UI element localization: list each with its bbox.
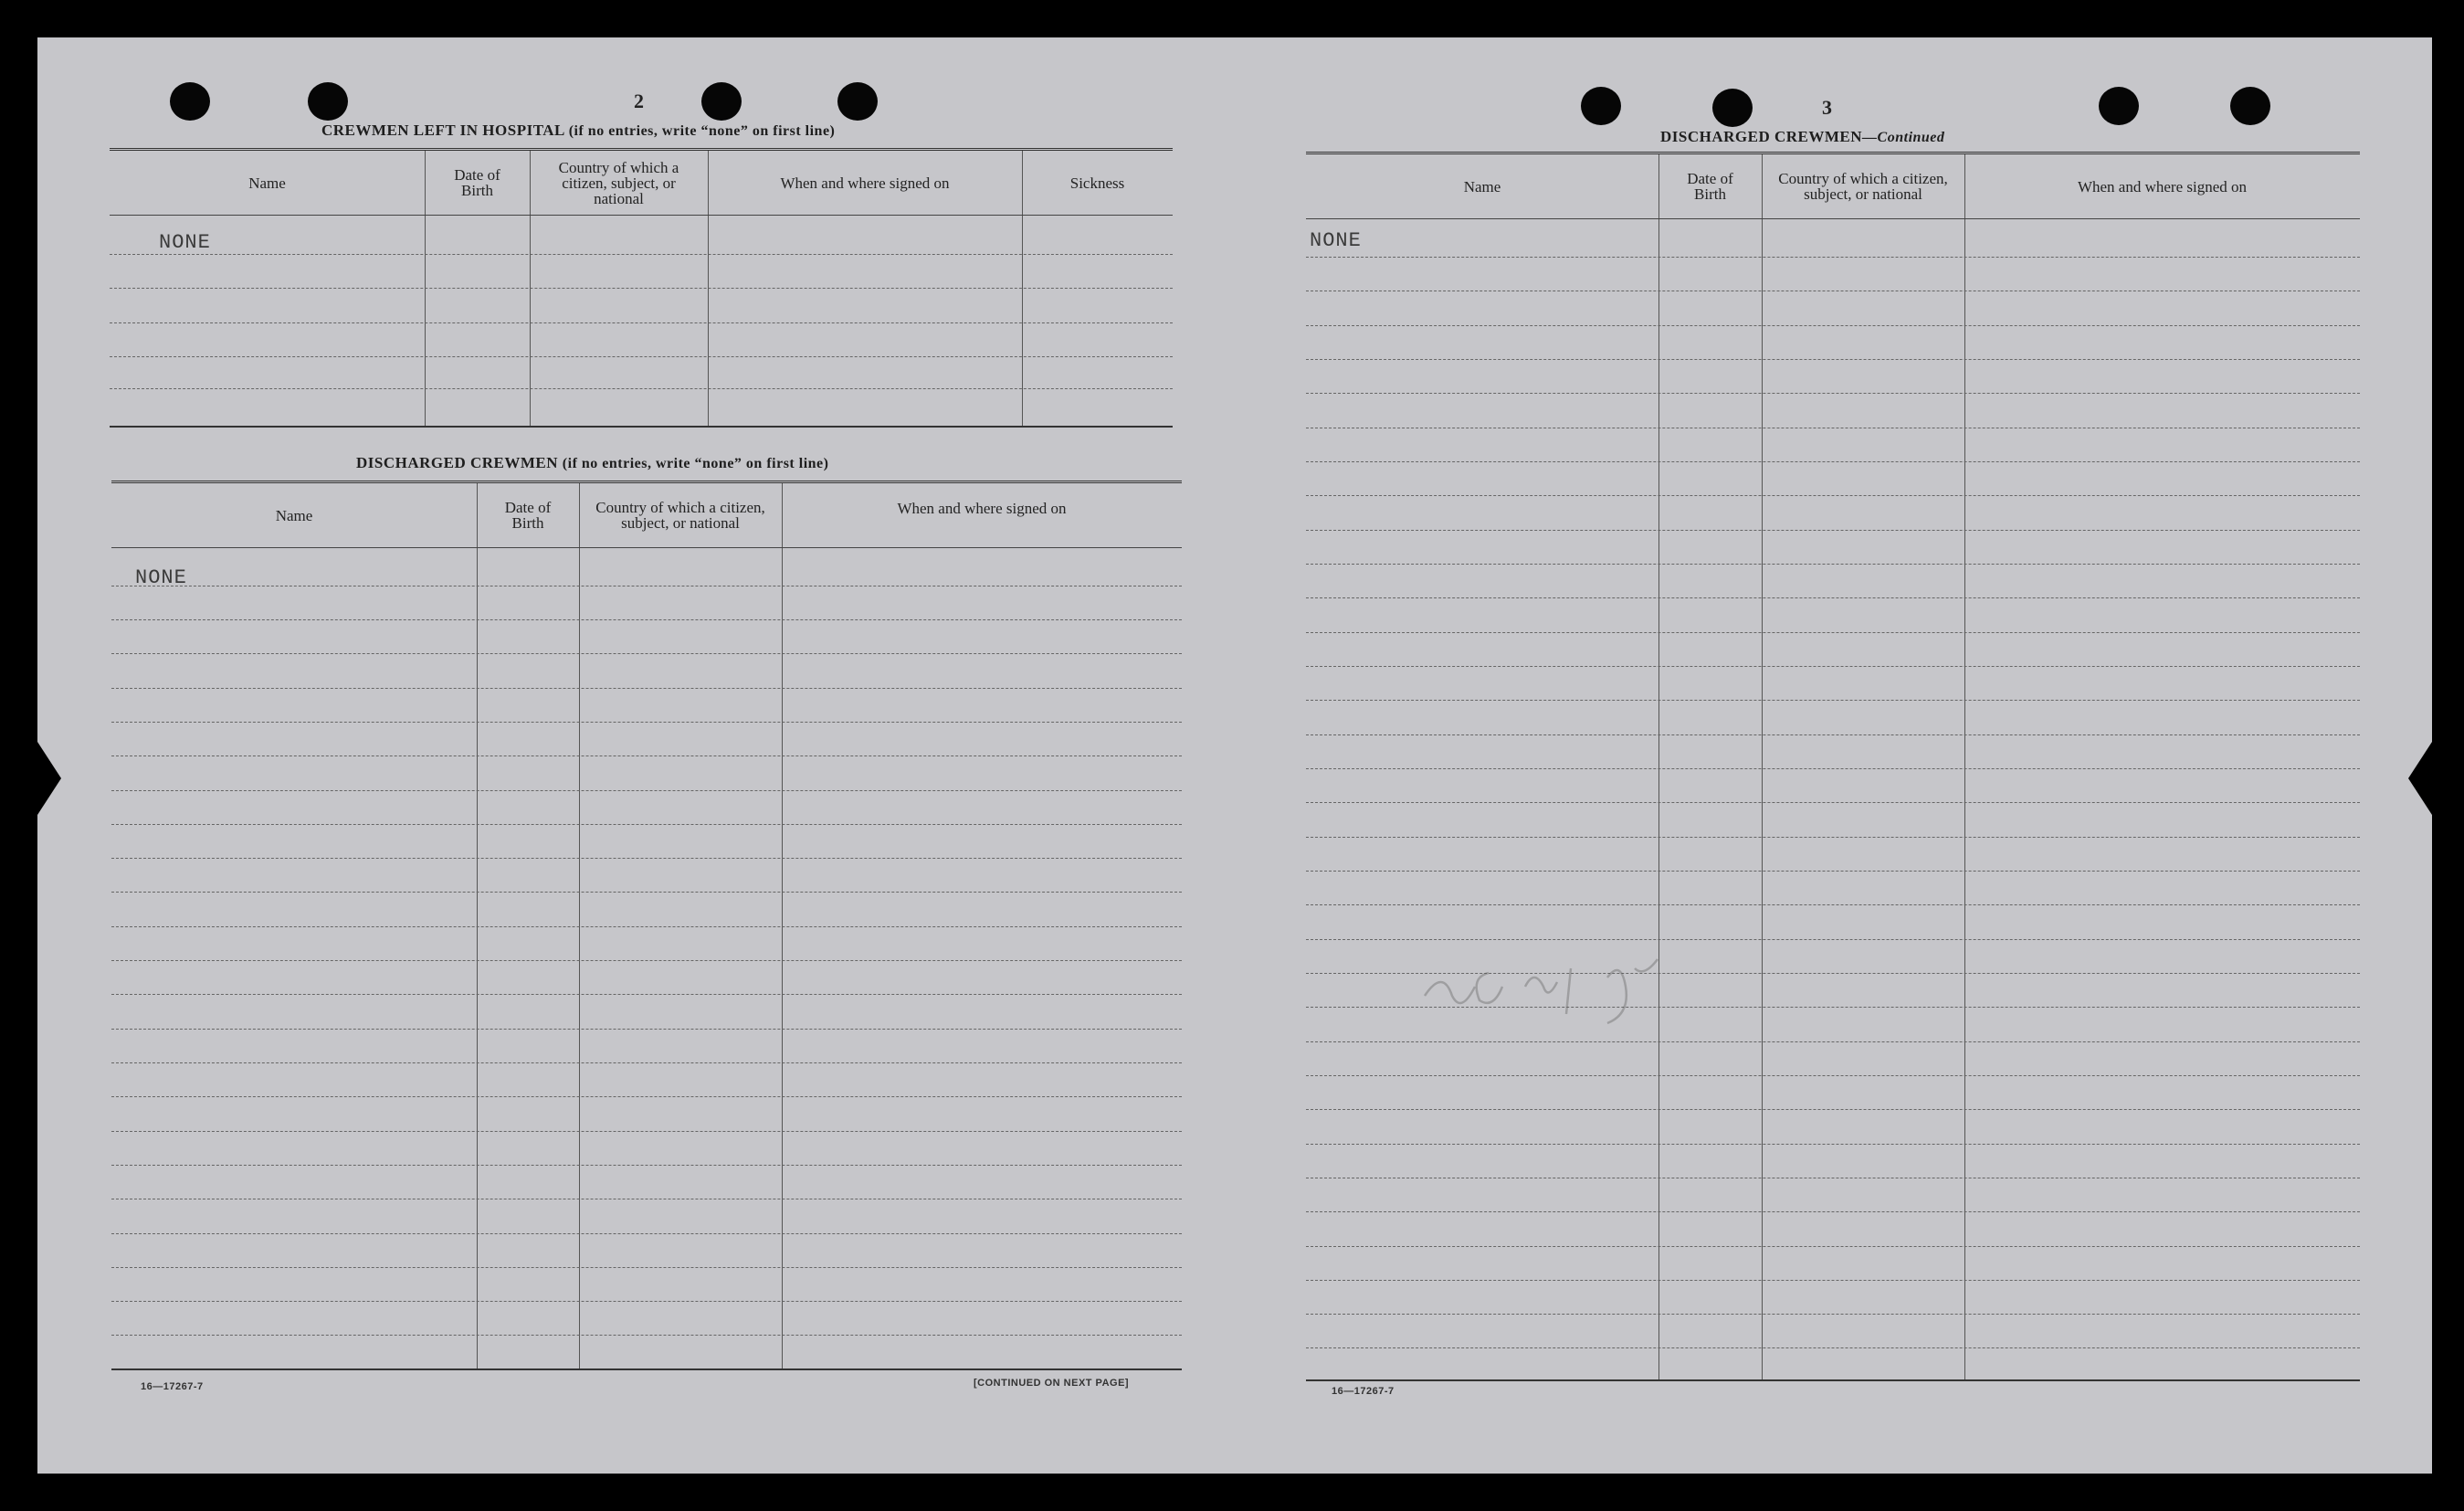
form-number: 16—17267-7 [1332, 1386, 1395, 1397]
table-row [111, 1301, 1182, 1302]
discharged-section-title [356, 454, 828, 472]
table-row [111, 1165, 1182, 1166]
table-row [110, 388, 1173, 389]
discharged-table-continued [1306, 152, 2360, 1381]
punch-hole [2099, 87, 2139, 125]
table-row [1306, 666, 2360, 667]
table-row [1306, 700, 2360, 701]
table-row [111, 1335, 1182, 1336]
table-row [1306, 393, 2360, 394]
table-row [1306, 871, 2360, 872]
table-row [1306, 1041, 2360, 1042]
table-row [1306, 734, 2360, 735]
table-row [111, 619, 1182, 620]
punch-hole [2230, 87, 2270, 125]
table-row [111, 960, 1182, 961]
table-row [1306, 1280, 2360, 1281]
table-row [1306, 904, 2360, 905]
continued-label: —Continued [1862, 130, 1945, 145]
table-row [1306, 802, 2360, 803]
faint-signature-mark [1416, 932, 1671, 1032]
table-row [110, 254, 1173, 255]
table-row [111, 1267, 1182, 1268]
continued-note: [CONTINUED ON NEXT PAGE] [974, 1378, 1130, 1389]
section-title-text: DISCHARGED CREWMEN [356, 454, 559, 471]
table-row [1306, 1075, 2360, 1076]
column-header-signed-on: When and where signed on [897, 499, 1067, 517]
column-header-name: Name [248, 174, 286, 192]
table-row [1306, 837, 2360, 838]
punch-hole [1712, 89, 1753, 127]
column-header-date-of-birth: Date of Birth [1687, 170, 1733, 203]
table-row [110, 322, 1173, 323]
table-row [110, 288, 1173, 289]
table-row [1306, 1246, 2360, 1247]
column-header-date-of-birth: Date of Birth [504, 499, 552, 532]
column-header-country: Country of which a citizen, subject, or national [595, 499, 765, 532]
table-row [111, 892, 1182, 893]
discharged-table [111, 481, 1182, 1370]
page-number: 2 [634, 90, 644, 112]
table-row [1306, 632, 2360, 633]
table-row [1306, 359, 2360, 360]
table-row [1306, 1109, 2360, 1110]
column-header-name: Name [1463, 177, 1501, 195]
table-row [1306, 1347, 2360, 1348]
discharged-continued-first-entry: NONE [1310, 229, 1362, 252]
section-note: (if no entries, write “none” on first line) [568, 123, 836, 139]
section-title-text: CREWMEN LEFT IN HOSPITAL [321, 122, 564, 139]
table-row [1306, 325, 2360, 326]
column-header-signed-on: When and where signed on [780, 174, 950, 192]
section-note: (if no entries, write “none” on first line) [562, 456, 829, 471]
discharged-continued-title [1660, 128, 1944, 146]
punch-hole [308, 82, 348, 121]
column-header-country: Country of which a citizen, subject, or national [1778, 170, 1948, 203]
table-row [111, 722, 1182, 723]
table-row [111, 1029, 1182, 1030]
table-row [1306, 564, 2360, 565]
table-row [111, 1131, 1182, 1132]
punch-hole [837, 82, 878, 121]
table-column-divider [1762, 154, 1763, 1379]
table-row [1306, 1314, 2360, 1315]
punch-hole [1581, 87, 1621, 125]
table-row [111, 688, 1182, 689]
table-row [111, 824, 1182, 825]
table-row [110, 356, 1173, 357]
column-header-sickness: Sickness [1069, 174, 1125, 192]
table-row [1306, 257, 2360, 258]
table-row [1306, 768, 2360, 769]
hospital-first-entry: NONE [159, 231, 211, 254]
table-row [111, 926, 1182, 927]
column-header-name: Name [275, 506, 313, 524]
column-header-country: Country of which a citizen, subject, or national [558, 158, 679, 207]
table-row [111, 1233, 1182, 1234]
table-row [1306, 495, 2360, 496]
discharged-first-entry: NONE [135, 566, 187, 589]
table-column-divider [1964, 154, 1965, 1379]
table-row [111, 653, 1182, 654]
table-row [111, 790, 1182, 791]
column-header-date-of-birth: Date of Birth [454, 166, 500, 199]
punch-hole [701, 82, 742, 121]
table-column-divider [1658, 154, 1659, 1379]
table-row [111, 1096, 1182, 1097]
table-row [1306, 461, 2360, 462]
table-row [1306, 1211, 2360, 1212]
section-title-text: DISCHARGED CREWMEN [1660, 128, 1863, 145]
table-row [1306, 597, 2360, 598]
column-header-signed-on: When and where signed on [2077, 177, 2248, 195]
table-row [111, 858, 1182, 859]
table-row [111, 994, 1182, 995]
page-number: 3 [1822, 96, 1832, 119]
hospital-table [110, 148, 1173, 428]
form-number: 16—17267-7 [141, 1381, 204, 1392]
table-row [111, 1062, 1182, 1063]
table-row [1306, 530, 2360, 531]
punch-hole [170, 82, 210, 121]
table-row [1306, 1144, 2360, 1145]
hospital-section-title [321, 122, 835, 140]
